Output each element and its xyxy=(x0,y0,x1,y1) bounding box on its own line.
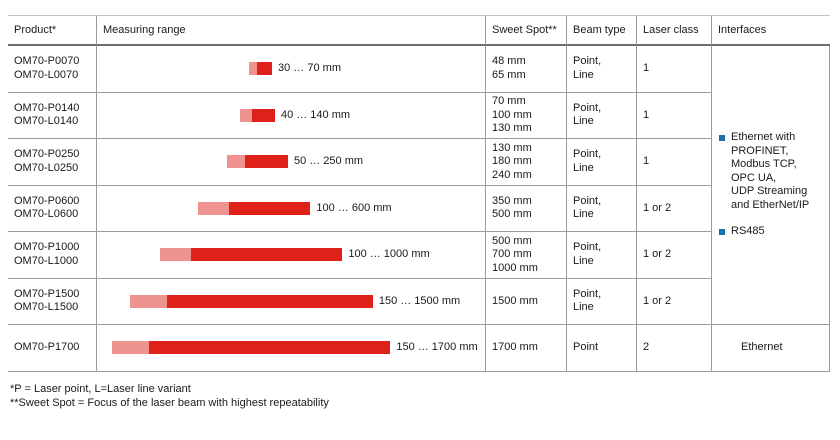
beam-type-line: Point, xyxy=(573,241,602,254)
product-cell xyxy=(8,279,97,326)
measuring-range-cell xyxy=(97,186,486,233)
range-label: 30 … 70 mm xyxy=(278,62,341,74)
beam-type-line: Line xyxy=(573,115,594,128)
product-cell xyxy=(8,93,97,140)
product-line: OM70-L0140 xyxy=(14,115,79,128)
interface-line: UDP Streaming xyxy=(731,185,808,198)
laser-class-value: 1 xyxy=(643,155,650,167)
range-label: 150 … 1700 mm xyxy=(396,341,478,353)
beam-type-cell xyxy=(567,232,637,279)
laser-class-value: 1 xyxy=(643,108,650,121)
beam-type-line: Point, xyxy=(573,194,602,207)
product-line: OM70-L1000 xyxy=(14,254,79,267)
interfaces-cell xyxy=(712,46,830,325)
sweet-spot-value: 1500 mm xyxy=(492,294,538,307)
bar-dark-segment xyxy=(245,155,288,168)
footnotes xyxy=(10,382,329,410)
beam-type-line: Line xyxy=(573,68,594,81)
bar-dark-segment xyxy=(257,62,272,75)
bar-dark-segment xyxy=(191,248,342,261)
product-line: OM70-P0070 xyxy=(14,55,80,68)
sweet-spot-value: 65 mm xyxy=(492,68,526,81)
beam-type-line: Point, xyxy=(573,287,602,300)
beam-type-cell xyxy=(567,279,637,326)
range-label: 40 … 140 mm xyxy=(280,108,351,121)
footnote-line: *P = Laser point, L=Laser line variant xyxy=(10,383,191,395)
beam-type-cell xyxy=(567,93,637,140)
beam-type-line: Line xyxy=(573,208,594,221)
interface-value: Ethernet xyxy=(741,341,783,353)
interfaces-cell-row7 xyxy=(712,325,830,372)
range-label: 50 … 250 mm xyxy=(293,155,364,167)
beam-type-line: Point, xyxy=(573,148,602,161)
laser-class-value: 2 xyxy=(643,341,650,353)
interface-line: Ethernet with xyxy=(731,131,796,144)
laser-class-value: 1 or 2 xyxy=(643,248,672,260)
beam-type-cell xyxy=(567,139,637,186)
sweet-spot-value: 130 mm xyxy=(492,122,532,134)
bar-light-segment xyxy=(112,341,149,354)
sweet-spot-value: 1000 mm xyxy=(492,261,538,274)
product-line: OM70-P0600 xyxy=(14,194,80,207)
product-cell xyxy=(8,325,97,372)
bar-dark-segment xyxy=(229,202,310,215)
product-line: OM70-L0250 xyxy=(14,161,79,174)
laser-class-cell xyxy=(637,186,712,233)
bar-dark-segment xyxy=(167,295,373,308)
footnote-line: **Sweet Spot = Focus of the laser beam with highest repeatability xyxy=(10,397,329,409)
product-line: OM70-P0140 xyxy=(14,101,80,114)
sweet-spot-value: 130 mm xyxy=(492,141,532,154)
laser-class-value: 1 or 2 xyxy=(643,294,672,307)
beam-type-cell xyxy=(567,325,637,372)
measuring-range-cell xyxy=(97,93,486,140)
measuring-range-cell xyxy=(97,232,486,279)
beam-type-line: Line xyxy=(573,254,594,267)
sweet-spot-cell xyxy=(486,139,567,186)
sweet-spot-value: 500 mm xyxy=(492,208,532,221)
product-line: OM70-P0250 xyxy=(14,148,80,161)
measuring-range-cell xyxy=(97,279,486,326)
bar-light-segment xyxy=(198,202,229,215)
interface-line: and EtherNet/IP xyxy=(731,198,810,211)
product-cell xyxy=(8,139,97,186)
column-header-product: Product* xyxy=(8,16,97,46)
bar-light-segment xyxy=(227,155,245,168)
interface-line: PROFINET, xyxy=(731,144,789,157)
measuring-range-cell xyxy=(97,325,486,372)
product-line: OM70-L0070 xyxy=(14,68,79,81)
bar-light-segment xyxy=(130,295,167,308)
column-header-laser-class: Laser class xyxy=(637,16,712,46)
measuring-range-cell xyxy=(97,139,486,186)
column-header-interfaces: Interfaces xyxy=(712,16,830,46)
sweet-spot-cell xyxy=(486,325,567,372)
sweet-spot-value: 350 mm xyxy=(492,194,532,207)
laser-class-cell xyxy=(637,46,712,93)
sweet-spot-value: 1700 mm xyxy=(492,341,538,353)
beam-type-line: Point, xyxy=(573,55,602,68)
laser-class-cell xyxy=(637,325,712,372)
sweet-spot-value: 70 mm xyxy=(492,95,526,107)
beam-type-line: Point, xyxy=(573,101,602,114)
column-header-measuring-range: Measuring range xyxy=(97,16,486,46)
bar-dark-segment xyxy=(252,109,275,122)
range-label: 100 … 600 mm xyxy=(316,201,392,214)
sweet-spot-cell xyxy=(486,279,567,326)
product-cell xyxy=(8,46,97,93)
product-line: OM70-P1000 xyxy=(14,241,80,254)
bar-dark-segment xyxy=(149,341,390,354)
interface-line: Modbus TCP, xyxy=(731,158,797,171)
interface-line: OPC UA, xyxy=(731,171,777,184)
bar-light-segment xyxy=(160,248,191,261)
bullet-icon xyxy=(719,135,725,141)
beam-type-line: Point xyxy=(573,341,599,353)
sweet-spot-value: 180 mm xyxy=(492,155,532,167)
range-label: 100 … 1000 mm xyxy=(348,248,430,260)
laser-class-value: 1 or 2 xyxy=(643,201,672,214)
sweet-spot-value: 48 mm xyxy=(492,55,526,68)
column-header-beam-type: Beam type xyxy=(567,16,637,46)
beam-type-cell xyxy=(567,186,637,233)
beam-type-line: Line xyxy=(573,301,594,314)
sweet-spot-value: 100 mm xyxy=(492,108,532,121)
laser-class-cell xyxy=(637,279,712,326)
interface-item xyxy=(718,225,829,239)
beam-type-cell xyxy=(567,46,637,93)
sweet-spot-cell xyxy=(486,93,567,140)
sweet-spot-value: 500 mm xyxy=(492,234,532,247)
sweet-spot-cell xyxy=(486,186,567,233)
beam-type-line: Line xyxy=(573,161,594,174)
product-line: OM70-P1700 xyxy=(14,341,80,353)
range-label: 150 … 1500 mm xyxy=(378,294,461,307)
product-cell xyxy=(8,232,97,279)
product-cell xyxy=(8,186,97,233)
laser-class-cell xyxy=(637,93,712,140)
spec-table xyxy=(8,15,830,372)
measuring-range-cell xyxy=(97,46,486,93)
sweet-spot-value: 700 mm xyxy=(492,248,532,260)
product-line: OM70-L1500 xyxy=(14,301,79,314)
bullet-icon xyxy=(719,229,725,235)
laser-class-cell xyxy=(637,139,712,186)
sweet-spot-value: 240 mm xyxy=(492,168,532,181)
product-line: OM70-L0600 xyxy=(14,208,79,221)
laser-class-cell xyxy=(637,232,712,279)
laser-class-value: 1 xyxy=(643,62,650,74)
sweet-spot-cell xyxy=(486,232,567,279)
column-header-sweet-spot: Sweet Spot** xyxy=(486,16,567,46)
product-line: OM70-P1500 xyxy=(14,287,80,300)
bar-light-segment xyxy=(249,62,257,75)
interface-item xyxy=(718,131,829,212)
bar-light-segment xyxy=(240,109,252,122)
interface-line: RS485 xyxy=(731,225,765,238)
sweet-spot-cell xyxy=(486,46,567,93)
